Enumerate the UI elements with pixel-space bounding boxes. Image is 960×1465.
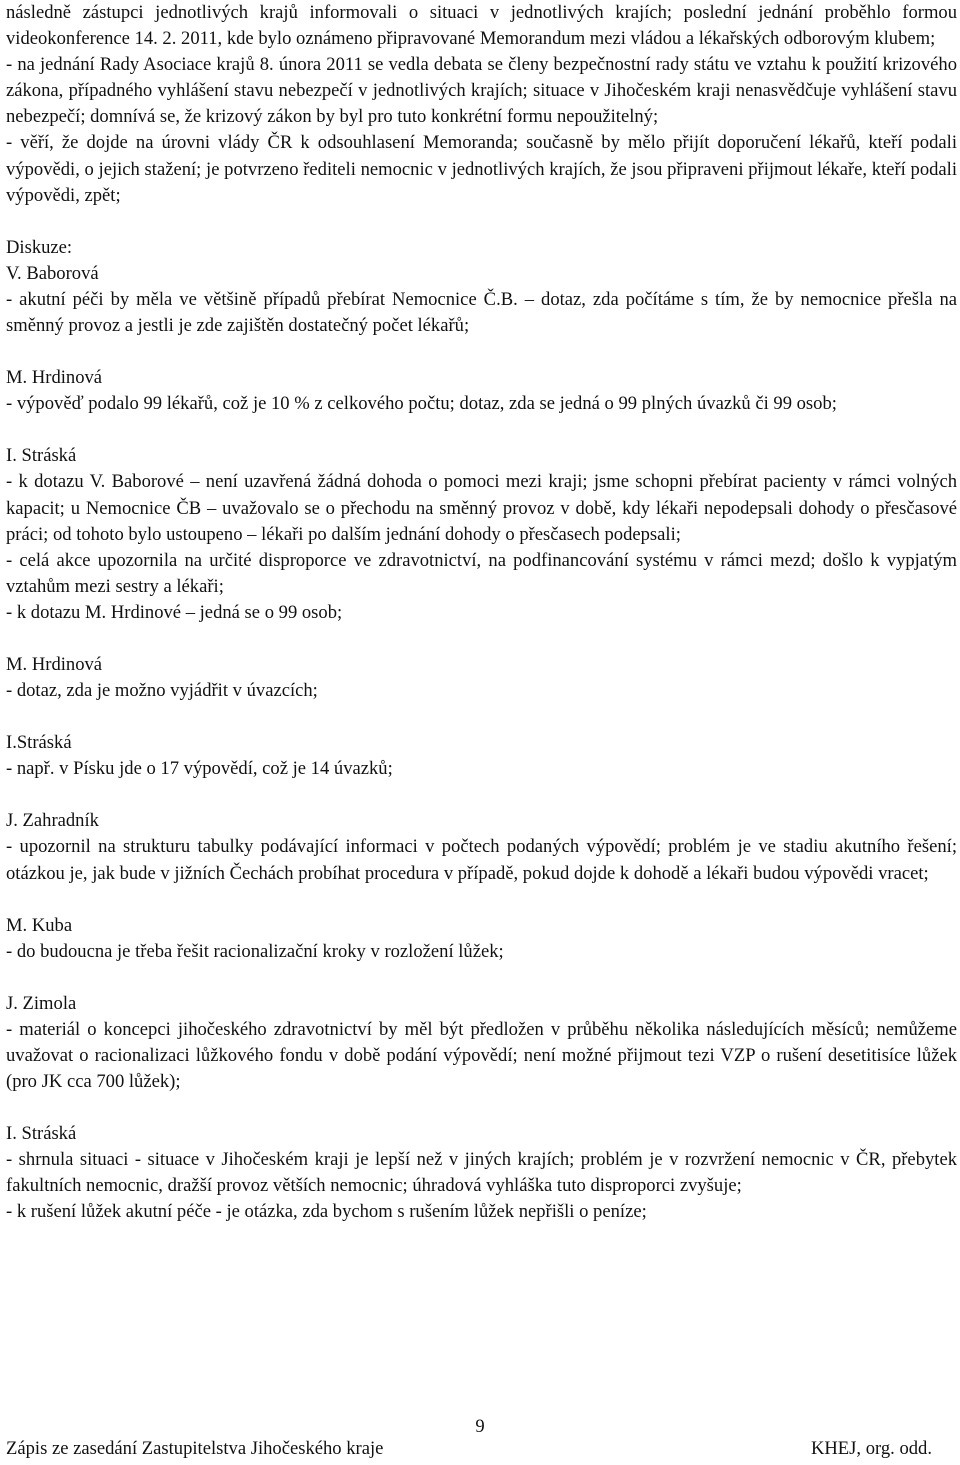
body-paragraph: - akutní péči by měla ve většině případů přebírat Nemocnice Č.B. – dotaz, zda počítáme s tím, že by nemocnice přešla na směnný provoz a jestli je zde zajištěn dostatečný počet lékařů; — [6, 288, 957, 337]
paragraph-spacer — [6, 704, 957, 730]
speaker-name: I.Stráská — [6, 732, 72, 754]
body-paragraph: - upozornil na strukturu tabulky podávající informaci v počtech podaných výpovědí; problém je ve stadiu akutního řešení; otázkou je, jak bude v jižních Čechách probíhat procedura v případě, pokud dojde k dohodě a lékaři budou výpovědi vracet; — [6, 836, 957, 884]
paragraph-spacer — [6, 887, 957, 913]
footer-title: Zápis ze zasedání Zastupitelstva Jihočeského kraje — [6, 1438, 384, 1459]
speaker-name: M. Hrdinová — [6, 367, 103, 389]
body-paragraph: - na jednání Rady Asociace krajů 8. února 2011 se vedla debata se členy bezpečnostní rady státu ve vztahu k použití krizového zákona, případného vyhlášení stavu nebezpečí v jednotlivých krajích; situace v Jihočeském kraji nenasvědčuje vyhlášení stavu nebezpečí; domnívá se, že krizový zákon by byl pro tuto konkrétní formu nepoužitelný; — [6, 54, 957, 128]
paragraph-spacer — [6, 417, 957, 443]
speaker-name: V. Baborová — [6, 262, 99, 284]
page-number: 9 — [475, 1416, 485, 1437]
body-paragraph: - k dotazu V. Baborové – není uzavřená žádná dohoda o pomoci mezi kraji; jsme schopni přebírat pacienty v rámci volných kapacit; u Nemocnice ČB – uvažovalo se o přechodu na směnný provoz v době, kdy lékaři nepodepsali dohody o přesčasové práci; od tohoto bylo ustoupeno – lékaři po dalším jednání dohody o přesčasech podepsali; — [6, 471, 957, 545]
body-paragraph: - věří, že dojde na úrovni vlády ČR k odsouhlasení Memoranda; současně by mělo přijít doporučení lékařů, kteří podali výpovědi, o jejich stažení; je potvrzeno řediteli nemocnic v jednotlivých krajích, že jsou připraveni přijmout lékaře, kteří podali výpovědi, zpět; — [6, 132, 957, 206]
footer-department: KHEJ, org. odd. — [810, 1438, 932, 1459]
paragraph-spacer — [6, 782, 957, 808]
body-paragraph: - materiál o koncepci jihočeského zdravotnictví by měl být předložen v průběhu několika následujících měsíců; nemůžeme uvažovat o racionalizaci lůžkového fondu v době podání výpovědí; není možné přijmout tezi VZP o rušení desetitisíce lůžek (pro JK cca 700 lůžek); — [6, 1018, 957, 1093]
speaker-name: I. Stráská — [6, 1123, 77, 1145]
document-body — [6, 0, 957, 1226]
body-paragraph: - do budoucna je třeba řešit racionalizační kroky v rozložení lůžek; — [6, 940, 504, 962]
body-paragraph: - k rušení lůžek akutní péče - je otázka, zda bychom s rušením lůžek nepřišli o peníze; — [6, 1201, 647, 1223]
body-paragraph: - např. v Písku jde o 17 výpovědí, což je 14 úvazků; — [6, 758, 393, 780]
body-paragraph: následně zástupci jednotlivých krajů informovali o situaci v jednotlivých krajích; poslední jednání proběhlo formou videokonference 14. 2. 2011, kde bylo oznámeno připravované Memorandum mezi vládou a lékařských odborovým klubem; — [6, 2, 957, 50]
paragraph-spacer — [6, 626, 957, 652]
speaker-name: M. Hrdinová — [6, 653, 103, 675]
speaker-name: M. Kuba — [6, 914, 73, 936]
paragraph-spacer — [6, 965, 957, 991]
body-paragraph: - dotaz, zda je možno vyjádřit v úvazcích; — [6, 680, 318, 702]
paragraph-spacer — [6, 1095, 957, 1121]
speaker-name: J. Zahradník — [6, 810, 99, 832]
paragraph-spacer — [6, 209, 957, 235]
body-paragraph: - shrnula situaci - situace v Jihočeském kraji je lepší než v jiných krajích; problém je v rozvržení nemocnic v ČR, přebytek fakultních nemocnic, dražší provoz větších nemocnic; úhradová vyhláška tuto disproporci zvyšuje; — [6, 1149, 957, 1197]
speaker-name: Diskuze: — [6, 236, 73, 258]
body-paragraph: - výpověď podalo 99 lékařů, což je 10 % z celkového počtu; dotaz, zda se jedná o 99 plných úvazků či 99 osob; — [6, 393, 837, 415]
page-footer — [6, 1438, 932, 1460]
body-paragraph: - k dotazu M. Hrdinové – jedná se o 99 osob; — [6, 601, 343, 623]
body-paragraph: - celá akce upozornila na určité disproporce ve zdravotnictví, na podfinancování systému v rámci mezd; došlo k vypjatým vztahům mezi sestry a lékaři; — [6, 549, 957, 597]
paragraph-spacer — [6, 339, 957, 365]
speaker-name: I. Stráská — [6, 445, 77, 467]
speaker-name: J. Zimola — [6, 992, 77, 1014]
